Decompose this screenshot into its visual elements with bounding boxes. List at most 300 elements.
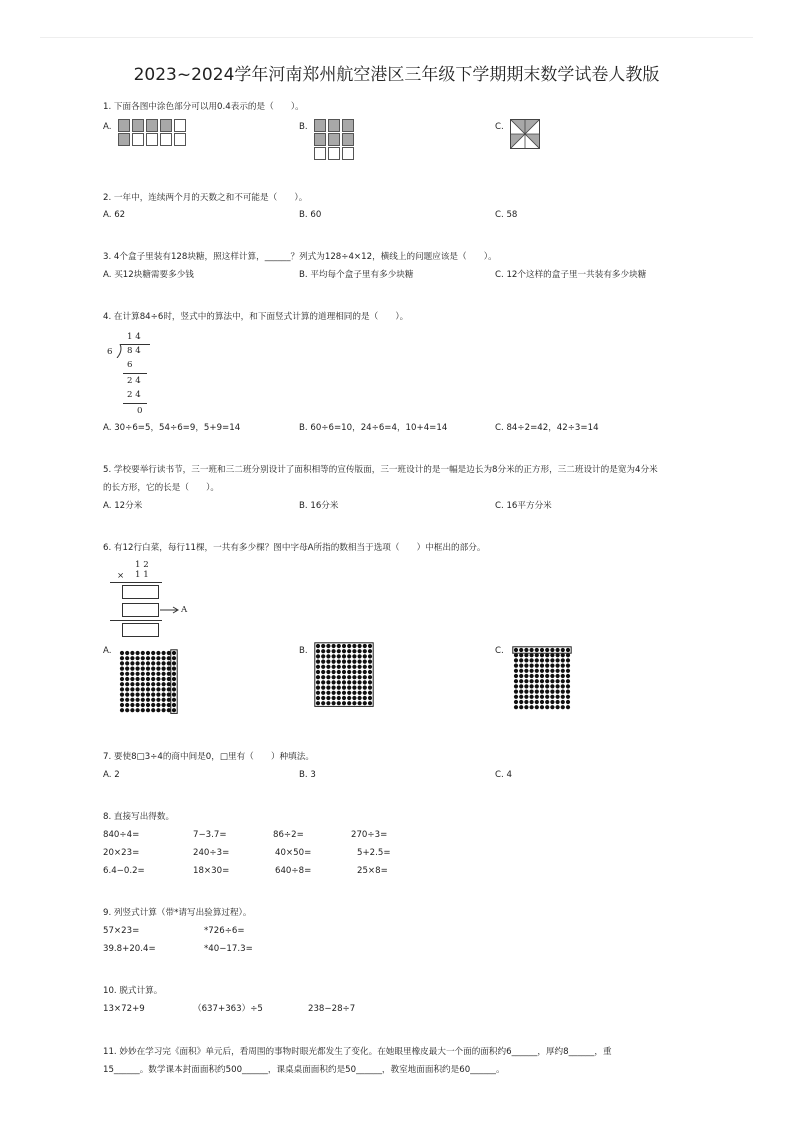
q6-dot xyxy=(130,687,134,691)
q6-dot xyxy=(556,679,560,683)
q6-dot xyxy=(337,696,341,700)
q6-dot xyxy=(566,705,570,709)
q7-stem: 7. 要使8□3÷4的商中间是0，□里有（ ）种填法。 xyxy=(103,752,314,762)
q1-option-c-figure xyxy=(510,119,540,149)
q6-dot xyxy=(535,653,539,657)
q6-dot xyxy=(530,669,534,673)
q6-dot xyxy=(550,648,554,652)
q6-dot xyxy=(358,660,362,664)
q6-dot xyxy=(566,690,570,694)
q6-dot xyxy=(326,696,330,700)
q6-dot xyxy=(550,664,554,668)
q6-dot xyxy=(172,677,176,681)
q6-dot xyxy=(514,705,518,709)
q6-dot xyxy=(540,653,544,657)
q6-dot xyxy=(535,695,539,699)
q6-dot xyxy=(162,651,166,655)
q6-dot xyxy=(358,680,362,684)
q6-dot xyxy=(162,708,166,712)
q6-dot xyxy=(141,651,145,655)
q6-dot xyxy=(156,656,160,660)
q6-dot xyxy=(358,649,362,653)
q4-rule-2 xyxy=(123,403,147,404)
q6-dot xyxy=(172,698,176,702)
q6-dot xyxy=(561,684,565,688)
q6-box-1 xyxy=(122,585,159,599)
q6-dot xyxy=(146,661,150,665)
q5-stem-line1: 5. 学校要举行读书节，三一班和三二班分别设计了面积相等的宣传版面，三一班设计的是一幅是边长为8分米的正方形，三二班设计的是宽为4分米 xyxy=(103,465,658,475)
q6-dot xyxy=(146,651,150,655)
q6-dot xyxy=(540,664,544,668)
q6-dot xyxy=(141,682,145,686)
q6-dot xyxy=(519,705,523,709)
q6-dot xyxy=(550,700,554,704)
q4-dividend: 8 4 xyxy=(127,346,141,356)
q6-dot xyxy=(337,680,341,684)
q6-dot xyxy=(162,682,166,686)
q6-dot xyxy=(347,675,351,679)
q6-dot xyxy=(535,700,539,704)
q6-dot xyxy=(342,680,346,684)
q6-dot xyxy=(167,698,171,702)
q6-dot xyxy=(524,653,528,657)
q6-dot xyxy=(316,686,320,690)
q6-dot xyxy=(125,667,129,671)
q6-dot xyxy=(530,653,534,657)
q6-dot xyxy=(332,675,336,679)
q6-dot xyxy=(514,648,518,652)
q6-dot xyxy=(332,686,336,690)
q6-dot xyxy=(550,684,554,688)
q6-dot xyxy=(136,693,140,697)
q6-dot xyxy=(514,679,518,683)
q6-dot xyxy=(519,684,523,688)
q6-dot xyxy=(514,700,518,704)
q10-stem: 10. 脱式计算。 xyxy=(103,986,163,996)
q6-option-a-label: A. xyxy=(103,646,112,656)
q11-line1: 11. 妙妙在学习完《面积》单元后，看周围的事物时眼光都发生了变化。在她眼里橡皮最大一个面的面积约6______，厚约8______，重 xyxy=(103,1047,612,1057)
q6-dot xyxy=(561,658,565,662)
q6-dot xyxy=(130,661,134,665)
q6-box-2 xyxy=(122,603,159,617)
q6-stem: 6. 有12行白菜，每行11棵，一共有多少棵？图中字母A所指的数相当于选项（ ）中框出的部分。 xyxy=(103,543,486,553)
q6-dot xyxy=(347,686,351,690)
q6-dot xyxy=(120,708,124,712)
q6-dot xyxy=(316,644,320,648)
q6-dot xyxy=(352,696,356,700)
q6-dot xyxy=(156,682,160,686)
q6-dot xyxy=(337,665,341,669)
q6-dot xyxy=(332,644,336,648)
q6-dot xyxy=(125,687,129,691)
q8-item: 25×8= xyxy=(357,866,388,876)
q6-dot xyxy=(352,675,356,679)
q6-dot xyxy=(358,675,362,679)
q6-dot xyxy=(326,649,330,653)
q6-dot xyxy=(342,649,346,653)
q6-dot xyxy=(540,679,544,683)
q6-dot xyxy=(545,684,549,688)
q6-dot xyxy=(156,693,160,697)
q6-dot xyxy=(524,669,528,673)
q6-dot xyxy=(146,698,150,702)
q6-dot xyxy=(125,661,129,665)
q6-dot xyxy=(321,696,325,700)
q6-dot xyxy=(321,701,325,705)
q6-dot xyxy=(524,679,528,683)
q6-dot xyxy=(337,654,341,658)
q6-dot xyxy=(358,691,362,695)
q6-dot xyxy=(151,672,155,676)
page-title: 2023~2024学年河南郑州航空港区三年级下学期期末数学试卷人教版 xyxy=(133,65,660,85)
q6-dot xyxy=(321,691,325,695)
q6-dot xyxy=(566,674,570,678)
q6-dot xyxy=(316,680,320,684)
q6-dot xyxy=(530,648,534,652)
q6-dot xyxy=(162,672,166,676)
q5-stem-line2: 的长方形，它的长是（ ）。 xyxy=(103,483,220,493)
q6-dot xyxy=(561,695,565,699)
q6-dot xyxy=(540,684,544,688)
q4-bracket-curve xyxy=(115,344,123,358)
q6-dot xyxy=(146,672,150,676)
q6-dot xyxy=(337,675,341,679)
q6-dot xyxy=(561,705,565,709)
q4-rule-1 xyxy=(123,373,147,374)
q6-dot xyxy=(156,661,160,665)
q6-dot xyxy=(556,705,560,709)
q6-dot xyxy=(162,693,166,697)
q6-dot xyxy=(316,649,320,653)
q6-dot xyxy=(519,648,523,652)
q6-dot xyxy=(342,696,346,700)
q6-dot xyxy=(535,679,539,683)
q6-dot xyxy=(151,682,155,686)
q6-dot xyxy=(172,682,176,686)
q4-divisor: 6 xyxy=(107,347,113,357)
q10-item: 238−28÷7 xyxy=(308,1004,356,1014)
q6-dot xyxy=(130,698,134,702)
q6-dot xyxy=(162,677,166,681)
q6-dot xyxy=(146,677,150,681)
q6-dot xyxy=(514,695,518,699)
q6-dot xyxy=(156,703,160,707)
q6-option-b-dots xyxy=(314,642,378,712)
q6-rule-2 xyxy=(110,620,162,621)
q6-dot xyxy=(347,665,351,669)
q6-dot xyxy=(561,648,565,652)
q6-dot xyxy=(561,653,565,657)
q6-dot xyxy=(514,664,518,668)
q6-dot xyxy=(130,672,134,676)
q6-dot xyxy=(326,701,330,705)
q10-item: 13×72+9 xyxy=(103,1004,145,1014)
q6-dot xyxy=(368,680,372,684)
q1-option-b-label: B. xyxy=(299,122,308,132)
q6-dot xyxy=(556,648,560,652)
q6-dot xyxy=(561,700,565,704)
q6-dot xyxy=(167,687,171,691)
q3-option-a: A. 买12块糖需要多少钱 xyxy=(103,270,194,280)
q1-option-b-figure xyxy=(314,119,358,163)
q6-dot xyxy=(321,686,325,690)
q6-dot xyxy=(556,674,560,678)
q6-dot xyxy=(530,664,534,668)
q6-dot xyxy=(136,656,140,660)
q6-dot xyxy=(172,693,176,697)
q2-stem: 2. 一年中，连续两个月的天数之和不可能是（ ）。 xyxy=(103,193,308,203)
q6-dot xyxy=(162,661,166,665)
q6-dot xyxy=(326,660,330,664)
q6-dot xyxy=(540,658,544,662)
q6-dot xyxy=(561,669,565,673)
q6-dot xyxy=(321,670,325,674)
q6-dot xyxy=(151,698,155,702)
q8-stem: 8. 直接写出得数。 xyxy=(103,812,175,822)
q6-dot xyxy=(167,651,171,655)
q6-dot xyxy=(368,686,372,690)
q6-dot xyxy=(363,680,367,684)
q6-dot xyxy=(358,701,362,705)
q6-dot xyxy=(530,705,534,709)
q6-dot xyxy=(167,708,171,712)
q6-dot xyxy=(332,696,336,700)
q6-dot xyxy=(141,693,145,697)
q6-dot xyxy=(172,708,176,712)
q6-dot xyxy=(550,690,554,694)
q6-dot xyxy=(368,654,372,658)
q6-dot xyxy=(342,691,346,695)
q4-step1: 6 xyxy=(127,360,133,370)
q6-dot xyxy=(321,675,325,679)
q6-dot xyxy=(120,682,124,686)
q6-dot xyxy=(136,672,140,676)
q6-dot xyxy=(156,708,160,712)
q6-dot xyxy=(545,700,549,704)
header-rule xyxy=(40,37,753,38)
q6-dot xyxy=(332,654,336,658)
q6-dot xyxy=(167,661,171,665)
q6-dot xyxy=(530,695,534,699)
q6-dot xyxy=(514,653,518,657)
q6-dot xyxy=(342,665,346,669)
q6-dot xyxy=(358,644,362,648)
q6-dot xyxy=(535,648,539,652)
q6-dot xyxy=(524,700,528,704)
q6-dot xyxy=(519,674,523,678)
q6-dot xyxy=(358,696,362,700)
q6-dot xyxy=(550,674,554,678)
q1-option-c-label: C. xyxy=(495,122,504,132)
q6-dot xyxy=(125,693,129,697)
q6-dot xyxy=(162,656,166,660)
q8-item: 18×30= xyxy=(193,866,230,876)
q6-dot xyxy=(368,660,372,664)
q6-dot xyxy=(556,664,560,668)
q6-dot xyxy=(514,658,518,662)
q6-dot xyxy=(352,670,356,674)
q6-dot xyxy=(326,675,330,679)
q6-dot xyxy=(156,687,160,691)
q6-dot xyxy=(556,684,560,688)
q6-dot xyxy=(561,674,565,678)
q6-dot xyxy=(535,658,539,662)
q6-dot xyxy=(347,660,351,664)
q6-dot xyxy=(120,672,124,676)
q6-dot xyxy=(141,672,145,676)
q6-dot xyxy=(566,653,570,657)
q8-item: 86÷2= xyxy=(273,830,304,840)
q6-dot xyxy=(136,687,140,691)
q6-dot xyxy=(162,667,166,671)
q8-item: 840÷4= xyxy=(103,830,140,840)
q6-dot xyxy=(545,679,549,683)
q6-dot xyxy=(337,660,341,664)
q6-dot xyxy=(363,701,367,705)
q4-remainder: 0 xyxy=(137,406,143,416)
q6-dot xyxy=(136,661,140,665)
q6-dot xyxy=(524,674,528,678)
q6-dot xyxy=(352,680,356,684)
q6-dot xyxy=(316,701,320,705)
q6-dot xyxy=(514,669,518,673)
q6-dot xyxy=(316,691,320,695)
q6-dot xyxy=(342,670,346,674)
q6-dot xyxy=(368,670,372,674)
q4-quotient: 1 4 xyxy=(127,332,141,342)
q6-dot xyxy=(545,695,549,699)
q6-dot xyxy=(332,665,336,669)
q4-option-b: B. 60÷6=10，24÷6=4，10+4=14 xyxy=(299,423,448,433)
q6-dot xyxy=(545,653,549,657)
q6-times-sign: × xyxy=(117,571,125,581)
q6-dot xyxy=(316,670,320,674)
q6-dot xyxy=(151,708,155,712)
q6-dot xyxy=(120,693,124,697)
q6-dot xyxy=(519,658,523,662)
q8-item: 7−3.7= xyxy=(193,830,227,840)
q6-dot xyxy=(352,649,356,653)
q6-dot xyxy=(358,654,362,658)
q6-dot xyxy=(316,665,320,669)
q6-dot xyxy=(321,644,325,648)
q6-dot xyxy=(535,705,539,709)
q6-arrow-label: A xyxy=(181,605,188,615)
q6-dot xyxy=(358,665,362,669)
q6-dot xyxy=(519,664,523,668)
q6-dot xyxy=(519,700,523,704)
q6-dot xyxy=(363,660,367,664)
q6-option-b-label: B. xyxy=(299,646,308,656)
q6-dot xyxy=(347,696,351,700)
q6-dot xyxy=(519,690,523,694)
q6-dot xyxy=(535,674,539,678)
q6-dot xyxy=(556,690,560,694)
q6-dot xyxy=(556,658,560,662)
q6-dot xyxy=(342,701,346,705)
q6-dot xyxy=(167,693,171,697)
q6-dot xyxy=(136,698,140,702)
q6-dot xyxy=(136,651,140,655)
q6-dot xyxy=(545,658,549,662)
q6-dot xyxy=(363,691,367,695)
q6-dot xyxy=(321,680,325,684)
q6-dot xyxy=(156,698,160,702)
q6-dot xyxy=(120,687,124,691)
q6-dot xyxy=(524,684,528,688)
q6-dot xyxy=(136,677,140,681)
q6-dot xyxy=(535,669,539,673)
q6-dot xyxy=(146,687,150,691)
q8-item: 40×50= xyxy=(275,848,312,858)
q6-dot xyxy=(130,667,134,671)
q5-option-c: C. 16平方分米 xyxy=(495,501,552,511)
q6-dot xyxy=(172,651,176,655)
q6-dot xyxy=(316,654,320,658)
q6-dot xyxy=(363,644,367,648)
q6-dot xyxy=(530,690,534,694)
q6-dot xyxy=(337,701,341,705)
q6-dot xyxy=(363,675,367,679)
q6-dot xyxy=(332,680,336,684)
q6-dot xyxy=(556,695,560,699)
q6-option-c-dots xyxy=(510,642,578,714)
q6-dot xyxy=(342,654,346,658)
q6-dot xyxy=(326,691,330,695)
q6-dot xyxy=(125,677,129,681)
q6-dot xyxy=(120,667,124,671)
q6-dot xyxy=(561,690,565,694)
q6-dot xyxy=(524,664,528,668)
q6-dot xyxy=(347,654,351,658)
q6-dot xyxy=(130,651,134,655)
q6-dot xyxy=(545,674,549,678)
q6-dot xyxy=(130,693,134,697)
q6-dot xyxy=(524,705,528,709)
q6-dot xyxy=(146,703,150,707)
q8-item: 5+2.5= xyxy=(357,848,391,858)
q6-dot xyxy=(545,664,549,668)
q6-dot xyxy=(352,691,356,695)
q6-dot xyxy=(141,667,145,671)
q6-dot xyxy=(130,677,134,681)
q6-dot xyxy=(530,674,534,678)
q6-dot xyxy=(316,675,320,679)
q7-option-b: B. 3 xyxy=(299,770,316,780)
q6-dot xyxy=(172,687,176,691)
q6-dot xyxy=(368,649,372,653)
q6-dot xyxy=(561,664,565,668)
q8-item: 640÷8= xyxy=(275,866,312,876)
q4-bracket-top xyxy=(120,344,150,345)
q2-option-c: C. 58 xyxy=(495,210,518,220)
q6-dot xyxy=(342,675,346,679)
q6-dot xyxy=(337,649,341,653)
q6-dot xyxy=(368,701,372,705)
q6-dot xyxy=(519,679,523,683)
q6-dot xyxy=(130,656,134,660)
q6-dot xyxy=(141,677,145,681)
q6-dot xyxy=(545,669,549,673)
q4-stem: 4. 在计算84÷6时，竖式中的算法中，和下面竖式计算的道理相同的是（ ）。 xyxy=(103,312,409,322)
q6-dot xyxy=(530,658,534,662)
q6-dot xyxy=(337,686,341,690)
q6-dot xyxy=(566,684,570,688)
q6-dot xyxy=(162,698,166,702)
q6-dot xyxy=(363,696,367,700)
q6-dot xyxy=(352,660,356,664)
q6-dot xyxy=(321,654,325,658)
